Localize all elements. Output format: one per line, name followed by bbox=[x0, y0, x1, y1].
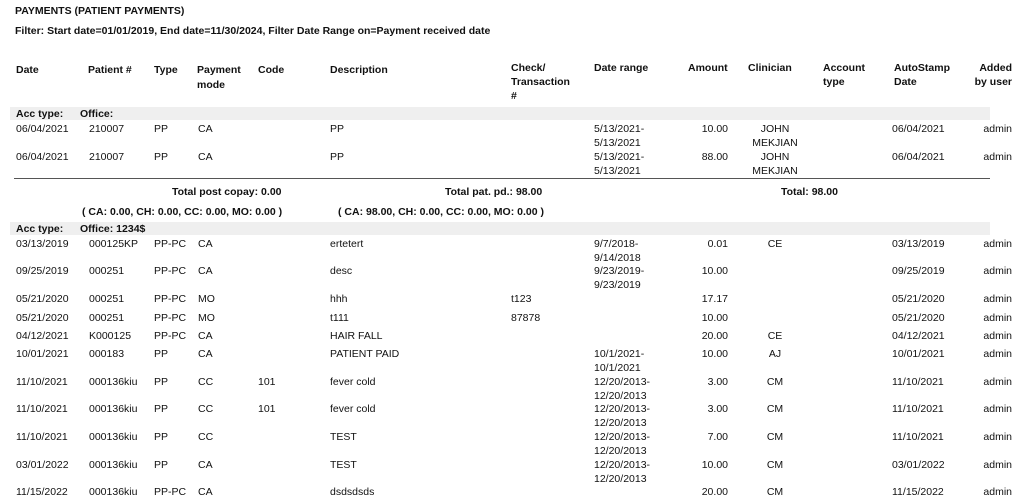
cell-mode: CA bbox=[198, 151, 213, 163]
cell-mode: CA bbox=[198, 265, 213, 277]
cell-range2: 12/20/2013 bbox=[594, 417, 647, 429]
cell-date: 05/21/2020 bbox=[16, 293, 69, 305]
cell-type: PP-PC bbox=[154, 312, 187, 324]
cell-clin1: CM bbox=[766, 431, 784, 443]
cell-range1: 9/7/2018- bbox=[594, 238, 639, 250]
cell-patient: 000251 bbox=[89, 265, 125, 277]
cell-patient: 000136kiu bbox=[89, 431, 138, 443]
cell-range2: 10/1/2021 bbox=[594, 362, 641, 374]
cell-patient: 000183 bbox=[89, 348, 125, 360]
cell-range2: 12/20/2013 bbox=[594, 445, 647, 457]
cell-clin1: CE bbox=[767, 330, 783, 342]
col-date: Date bbox=[16, 64, 39, 76]
cell-type: PP-PC bbox=[154, 486, 187, 498]
cell-code: 101 bbox=[258, 376, 276, 388]
cell-stamp: 11/15/2022 bbox=[892, 486, 944, 498]
cell-user: admin bbox=[983, 151, 1012, 163]
group2-office-label: Office: 1234$ bbox=[80, 223, 146, 235]
cell-range2: 9/23/2019 bbox=[594, 279, 641, 291]
cell-patient: K000125 bbox=[89, 330, 132, 342]
cell-clin2: MEKJIAN bbox=[752, 165, 798, 177]
cell-clin1: CM bbox=[766, 403, 784, 415]
cell-user: admin bbox=[983, 431, 1012, 443]
col-autostamp-2: Date bbox=[894, 76, 917, 88]
cell-amount: 10.00 bbox=[701, 123, 728, 135]
cell-desc: TEST bbox=[330, 459, 357, 471]
col-check-2: Transaction bbox=[511, 76, 570, 88]
group1-office-label: Office: bbox=[80, 108, 114, 120]
cell-desc: fever cold bbox=[330, 403, 376, 415]
cell-clin1: CM bbox=[766, 459, 784, 471]
cell-date: 03/01/2022 bbox=[16, 459, 69, 471]
group1-breakdown-pat: ( CA: 98.00, CH: 0.00, CC: 0.00, MO: 0.00 ) bbox=[338, 206, 544, 218]
cell-user: admin bbox=[983, 312, 1012, 324]
cell-stamp: 03/01/2022 bbox=[892, 459, 945, 471]
cell-user: admin bbox=[983, 238, 1012, 250]
cell-amount: 3.00 bbox=[707, 403, 728, 415]
col-check-3: # bbox=[511, 90, 517, 102]
col-description: Description bbox=[330, 64, 388, 76]
cell-amount: 20.00 bbox=[701, 330, 728, 342]
col-clinician: Clinician bbox=[748, 62, 792, 74]
cell-desc: desc bbox=[330, 265, 353, 277]
cell-desc: PP bbox=[330, 123, 345, 135]
cell-patient: 210007 bbox=[89, 123, 125, 135]
cell-stamp: 10/01/2021 bbox=[892, 348, 945, 360]
cell-mode: CA bbox=[198, 348, 213, 360]
col-payment-mode-2: mode bbox=[197, 79, 226, 91]
col-type: Type bbox=[154, 64, 178, 76]
cell-type: PP bbox=[154, 151, 169, 163]
cell-mode: CA bbox=[198, 330, 213, 342]
cell-stamp: 03/13/2019 bbox=[892, 238, 945, 250]
group1-total: Total: 98.00 bbox=[781, 186, 838, 198]
group1-breakdown-copay: ( CA: 0.00, CH: 0.00, CC: 0.00, MO: 0.00 ) bbox=[82, 206, 283, 218]
cell-range1: 12/20/2013- bbox=[594, 431, 651, 443]
cell-mode: CA bbox=[198, 459, 213, 471]
cell-amount: 88.00 bbox=[701, 151, 728, 163]
cell-stamp: 05/21/2020 bbox=[892, 293, 945, 305]
col-account-type-2: type bbox=[823, 76, 845, 88]
cell-user: admin bbox=[983, 265, 1012, 277]
cell-clin1: CM bbox=[766, 486, 784, 498]
cell-desc: hhh bbox=[330, 293, 348, 305]
cell-range1: 12/20/2013- bbox=[594, 459, 651, 471]
col-added-2: by user bbox=[974, 76, 1012, 88]
col-amount: Amount bbox=[688, 62, 728, 74]
cell-desc: fever cold bbox=[330, 376, 376, 388]
cell-amount: 10.00 bbox=[701, 265, 728, 277]
cell-mode: CC bbox=[198, 376, 214, 388]
cell-type: PP-PC bbox=[154, 330, 187, 342]
cell-clin1: AJ bbox=[768, 348, 782, 360]
cell-stamp: 04/12/2021 bbox=[892, 330, 945, 342]
cell-amount: 3.00 bbox=[707, 376, 728, 388]
cell-mode: CC bbox=[198, 403, 214, 415]
cell-type: PP-PC bbox=[154, 293, 187, 305]
cell-date: 04/12/2021 bbox=[16, 330, 69, 342]
cell-type: PP bbox=[154, 348, 169, 360]
cell-date: 06/04/2021 bbox=[16, 123, 69, 135]
cell-desc: t111 bbox=[330, 312, 349, 324]
cell-patient: 000251 bbox=[89, 312, 125, 324]
cell-date: 11/10/2021 bbox=[16, 431, 68, 443]
cell-date: 03/13/2019 bbox=[16, 238, 69, 250]
group2-acc-type-label: Acc type: bbox=[16, 223, 64, 235]
cell-date: 09/25/2019 bbox=[16, 265, 69, 277]
cell-type: PP bbox=[154, 376, 169, 388]
col-check-1: Check/ bbox=[511, 62, 546, 74]
cell-patient: 000136kiu bbox=[89, 459, 138, 471]
cell-range2: 9/14/2018 bbox=[594, 252, 641, 264]
cell-user: admin bbox=[983, 459, 1012, 471]
cell-range2: 12/20/2013 bbox=[594, 473, 647, 485]
cell-amount: 10.00 bbox=[701, 348, 728, 360]
col-payment-mode-1: Payment bbox=[197, 64, 241, 76]
cell-amount: 10.00 bbox=[701, 312, 728, 324]
cell-patient: 210007 bbox=[89, 151, 125, 163]
cell-range2: 5/13/2021 bbox=[594, 165, 641, 177]
cell-amount: 0.01 bbox=[707, 238, 728, 250]
cell-date: 10/01/2021 bbox=[16, 348, 69, 360]
cell-type: PP bbox=[154, 459, 169, 471]
cell-range1: 12/20/2013- bbox=[594, 403, 651, 415]
col-code: Code bbox=[258, 64, 285, 76]
report-title: PAYMENTS (PATIENT PAYMENTS) bbox=[15, 5, 185, 17]
cell-date: 11/15/2022 bbox=[16, 486, 68, 498]
cell-user: admin bbox=[983, 403, 1012, 415]
cell-type: PP bbox=[154, 403, 169, 415]
cell-stamp: 11/10/2021 bbox=[892, 431, 944, 443]
col-added-1: Added bbox=[979, 62, 1012, 74]
cell-user: admin bbox=[983, 376, 1012, 388]
cell-desc: PP bbox=[330, 151, 345, 163]
cell-stamp: 09/25/2019 bbox=[892, 265, 945, 277]
group1-total-pat-pd: Total pat. pd.: 98.00 bbox=[445, 186, 543, 198]
cell-user: admin bbox=[983, 123, 1012, 135]
cell-patient: 000136kiu bbox=[89, 486, 138, 498]
cell-range1: 5/13/2021- bbox=[594, 151, 645, 163]
cell-patient: 000125KP bbox=[89, 238, 139, 250]
cell-clin2: MEKJIAN bbox=[752, 137, 798, 149]
cell-amount: 20.00 bbox=[701, 486, 728, 498]
cell-user: admin bbox=[983, 293, 1012, 305]
cell-clin1: JOHN bbox=[760, 151, 790, 163]
cell-mode: CC bbox=[198, 431, 214, 443]
cell-check: t123 bbox=[511, 293, 532, 305]
cell-user: admin bbox=[983, 330, 1012, 342]
col-date-range: Date range bbox=[594, 62, 649, 74]
cell-desc: TEST bbox=[330, 431, 357, 443]
cell-amount: 10.00 bbox=[701, 459, 728, 471]
cell-range2: 12/20/2013 bbox=[594, 390, 647, 402]
cell-amount: 7.00 bbox=[707, 431, 728, 443]
cell-desc: dsdsdsds bbox=[330, 486, 375, 498]
cell-check: 87878 bbox=[511, 312, 541, 324]
cell-range1: 12/20/2013- bbox=[594, 376, 651, 388]
cell-stamp: 06/04/2021 bbox=[892, 123, 945, 135]
cell-mode: CA bbox=[198, 123, 213, 135]
cell-type: PP bbox=[154, 123, 169, 135]
cell-range1: 10/1/2021- bbox=[594, 348, 645, 360]
cell-desc: HAIR FALL bbox=[330, 330, 383, 342]
group1-total-post-copay: Total post copay: 0.00 bbox=[172, 186, 282, 198]
cell-mode: CA bbox=[198, 486, 213, 498]
cell-date: 11/10/2021 bbox=[16, 376, 68, 388]
cell-code: 101 bbox=[258, 403, 276, 415]
cell-clin1: CE bbox=[767, 238, 783, 250]
col-account-type-1: Account bbox=[823, 62, 865, 74]
cell-clin1: JOHN bbox=[760, 123, 790, 135]
cell-patient: 000251 bbox=[89, 293, 125, 305]
cell-range1: 9/23/2019- bbox=[594, 265, 645, 277]
group1-band bbox=[10, 107, 990, 120]
cell-type: PP bbox=[154, 431, 169, 443]
cell-date: 11/10/2021 bbox=[16, 403, 68, 415]
report-filter: Filter: Start date=01/01/2019, End date=11/30/2024, Filter Date Range on=Payment received date bbox=[15, 25, 491, 37]
group2-band bbox=[10, 222, 990, 235]
cell-amount: 17.17 bbox=[701, 293, 728, 305]
cell-desc: ertetert bbox=[330, 238, 364, 250]
cell-mode: CA bbox=[198, 238, 213, 250]
group1-divider bbox=[14, 178, 990, 179]
cell-stamp: 06/04/2021 bbox=[892, 151, 945, 163]
group1-acc-type-label: Acc type: bbox=[16, 108, 64, 120]
cell-stamp: 11/10/2021 bbox=[892, 403, 944, 415]
cell-desc: PATIENT PAID bbox=[330, 348, 400, 360]
cell-user: admin bbox=[983, 348, 1012, 360]
cell-patient: 000136kiu bbox=[89, 403, 138, 415]
cell-type: PP-PC bbox=[154, 238, 187, 250]
col-autostamp-1: AutoStamp bbox=[894, 62, 950, 74]
cell-type: PP-PC bbox=[154, 265, 187, 277]
cell-mode: MO bbox=[198, 293, 215, 305]
cell-clin1: CM bbox=[766, 376, 784, 388]
cell-user: admin bbox=[983, 486, 1012, 498]
cell-mode: MO bbox=[198, 312, 215, 324]
col-patient: Patient # bbox=[88, 64, 132, 76]
cell-stamp: 11/10/2021 bbox=[892, 376, 944, 388]
cell-date: 05/21/2020 bbox=[16, 312, 69, 324]
cell-patient: 000136kiu bbox=[89, 376, 138, 388]
cell-date: 06/04/2021 bbox=[16, 151, 69, 163]
cell-stamp: 05/21/2020 bbox=[892, 312, 945, 324]
cell-range2: 5/13/2021 bbox=[594, 137, 641, 149]
cell-range1: 5/13/2021- bbox=[594, 123, 645, 135]
